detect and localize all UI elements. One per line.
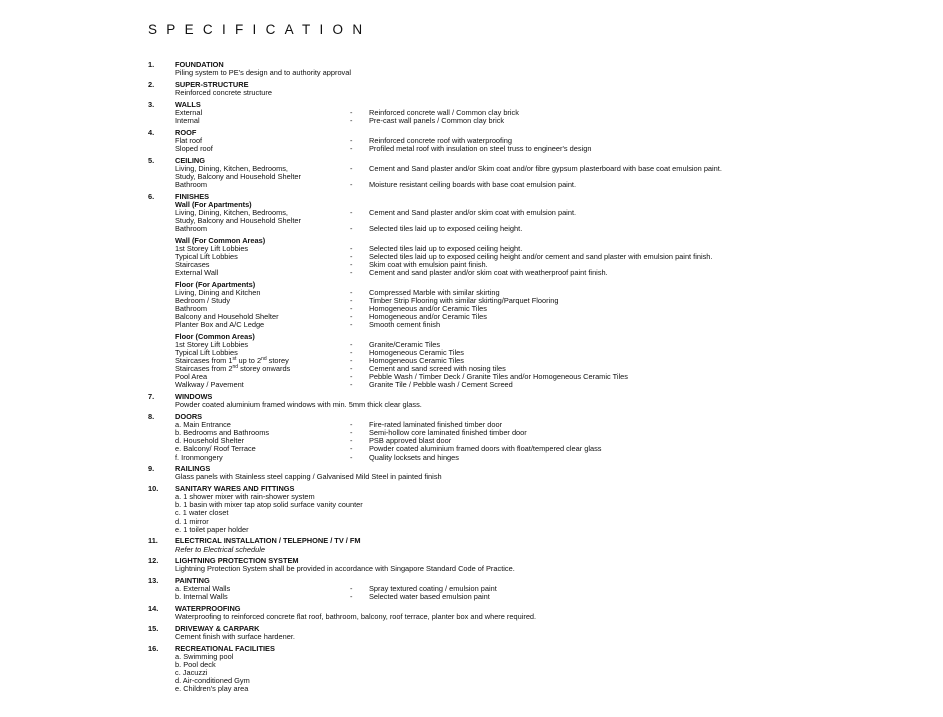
spec-row bbox=[175, 585, 938, 593]
spec-row-value: Smooth cement finish bbox=[369, 320, 441, 330]
spec-row-label: a. Main Entrance bbox=[175, 420, 231, 430]
section-header bbox=[148, 393, 938, 401]
spec-row-label: Balcony and Household Shelter bbox=[175, 312, 279, 322]
section-number: 15. bbox=[148, 624, 159, 634]
spec-row bbox=[175, 321, 938, 329]
section-number: 16. bbox=[148, 644, 159, 654]
spec-section bbox=[148, 605, 938, 621]
spec-section bbox=[148, 577, 938, 601]
section-body bbox=[175, 137, 938, 153]
spec-section bbox=[148, 537, 938, 553]
spec-row bbox=[175, 593, 938, 601]
spec-row-label: Staircases bbox=[175, 260, 210, 270]
section-title: SANITARY WARES AND FITTINGS bbox=[175, 484, 295, 494]
spec-row bbox=[175, 341, 938, 349]
section-body bbox=[175, 89, 938, 97]
section-text-line: e. Children's play area bbox=[175, 684, 249, 694]
spec-row-value: Skim coat with emulsion paint finish. bbox=[369, 260, 488, 270]
spec-row-label: Living, Dining, Kitchen, Bedrooms, Study, Balcony and Household Shelter bbox=[175, 207, 301, 226]
section-body bbox=[175, 165, 938, 189]
spec-row bbox=[175, 349, 938, 357]
section-text-line: d. 1 mirror bbox=[175, 516, 209, 526]
section-text-line: c. Jacuzzi bbox=[175, 668, 208, 678]
section-title: PAINTING bbox=[175, 576, 210, 586]
spec-section bbox=[148, 465, 938, 481]
section-body bbox=[175, 565, 938, 573]
spec-row-label: Flat roof bbox=[175, 135, 203, 145]
spec-row-label: b. Internal Walls bbox=[175, 592, 228, 602]
separator-dash: - bbox=[350, 420, 353, 430]
separator-dash: - bbox=[350, 312, 353, 322]
spec-row bbox=[175, 305, 938, 313]
section-number: 12. bbox=[148, 556, 159, 566]
section-number: 3. bbox=[148, 99, 155, 109]
section-header bbox=[148, 645, 938, 653]
spec-section bbox=[148, 81, 938, 97]
specification-list bbox=[148, 61, 938, 697]
section-header bbox=[148, 413, 938, 421]
section-title: ROOF bbox=[175, 127, 197, 137]
separator-dash: - bbox=[350, 592, 353, 602]
section-header bbox=[148, 61, 938, 69]
spec-section bbox=[148, 557, 938, 573]
separator-dash: - bbox=[350, 372, 353, 382]
spec-row-value: Homogeneous and/or Ceramic Tiles bbox=[369, 304, 487, 314]
spec-row-value: Pebble Wash / Timber Deck / Granite Tiles and/or Homogeneous Ceramic Tiles bbox=[369, 372, 628, 382]
spec-row-value: Reinforced concrete roof with waterproofing bbox=[369, 135, 512, 145]
spec-row bbox=[175, 269, 938, 277]
section-text-line: Refer to Electrical schedule bbox=[175, 544, 265, 554]
section-number: 2. bbox=[148, 79, 155, 89]
finishes-subsection bbox=[175, 237, 938, 277]
spec-row-label: e. Balcony/ Roof Terrace bbox=[175, 444, 256, 454]
spec-row bbox=[175, 381, 938, 389]
section-header bbox=[148, 625, 938, 633]
label-part: storey onwards bbox=[238, 364, 291, 374]
separator-dash: - bbox=[350, 252, 353, 262]
spec-row-label: Pool Area bbox=[175, 372, 208, 382]
spec-row bbox=[175, 313, 938, 321]
finishes-subsection bbox=[175, 281, 938, 329]
section-title: DOORS bbox=[175, 412, 203, 422]
spec-row-value: Cement and sand screed with nosing tiles bbox=[369, 364, 506, 374]
section-title: WINDOWS bbox=[175, 392, 213, 402]
spec-row-label: b. Bedrooms and Bathrooms bbox=[175, 428, 270, 438]
spec-row-value: Semi-hollow core laminated finished timber door bbox=[369, 428, 527, 438]
section-title: FOUNDATION bbox=[175, 60, 224, 69]
separator-dash: - bbox=[350, 380, 353, 390]
section-body bbox=[175, 653, 938, 693]
section-header bbox=[148, 485, 938, 493]
spec-row-label: Bedroom / Study bbox=[175, 296, 231, 306]
spec-row-label: 1st Storey Lift Lobbies bbox=[175, 340, 249, 350]
section-number: 1. bbox=[148, 60, 155, 69]
label-part: storey bbox=[266, 356, 289, 366]
spec-row bbox=[175, 297, 938, 305]
separator-dash: - bbox=[350, 436, 353, 446]
spec-row-label: Internal bbox=[175, 115, 200, 125]
section-title: FINISHES bbox=[175, 191, 210, 201]
spec-row-label: d. Household Shelter bbox=[175, 436, 245, 446]
subsection-heading: Wall (For Common Areas) bbox=[175, 235, 266, 245]
spec-row-label: f. Ironmongery bbox=[175, 452, 223, 462]
label-part: up to 2 bbox=[236, 356, 262, 366]
spec-row-value: Selected water based emulsion paint bbox=[369, 592, 490, 602]
spec-row-value: Selected tiles laid up to exposed ceiling height. bbox=[369, 244, 523, 253]
section-text-line: b. Pool deck bbox=[175, 660, 216, 670]
section-number: 6. bbox=[148, 191, 155, 201]
spec-row-value: Profiled metal roof with insulation on steel truss to engineer's design bbox=[369, 143, 592, 153]
subsection-heading: Wall (For Apartments) bbox=[175, 199, 252, 209]
spec-row-value: Granite/Ceramic Tiles bbox=[369, 340, 441, 350]
spec-row-value: Moisture resistant ceiling boards with base coat emulsion paint. bbox=[369, 179, 577, 189]
section-header bbox=[148, 465, 938, 473]
section-header bbox=[148, 537, 938, 545]
section-body bbox=[175, 546, 938, 554]
section-header bbox=[148, 577, 938, 585]
section-text-line: Lightning Protection System shall be provided in accordance with Singapore Standard Code of Practice. bbox=[175, 564, 515, 574]
spec-section bbox=[148, 625, 938, 641]
spec-row bbox=[175, 165, 938, 181]
section-header bbox=[148, 193, 938, 201]
spec-row-value: Granite Tile / Pebble wash / Cement Screed bbox=[369, 380, 513, 390]
separator-dash: - bbox=[350, 296, 353, 306]
separator-dash: - bbox=[350, 428, 353, 438]
section-title: SUPER-STRUCTURE bbox=[175, 79, 249, 89]
separator-dash: - bbox=[350, 135, 353, 145]
section-number: 14. bbox=[148, 604, 159, 614]
separator-dash: - bbox=[350, 288, 353, 298]
spec-row-value: Homogeneous and/or Ceramic Tiles bbox=[369, 312, 487, 322]
spec-row-value: Spray textured coating / emulsion paint bbox=[369, 584, 497, 594]
section-title: CEILING bbox=[175, 155, 205, 165]
spec-section bbox=[148, 193, 938, 390]
section-text-line: d. Air-conditioned Gym bbox=[175, 676, 250, 686]
separator-dash: - bbox=[350, 268, 353, 278]
spec-row-label: External bbox=[175, 107, 203, 117]
spec-row-value: Selected tiles laid up to exposed ceiling height. bbox=[369, 224, 523, 234]
section-number: 11. bbox=[148, 536, 158, 546]
separator-dash: - bbox=[350, 444, 353, 454]
section-number: 7. bbox=[148, 392, 155, 402]
separator-dash: - bbox=[350, 163, 353, 173]
section-text-line: c. 1 water closet bbox=[175, 508, 229, 518]
finishes-subsection bbox=[175, 201, 938, 233]
section-body bbox=[175, 493, 938, 533]
spec-row-value: Cement and Sand plaster and/or Skim coat and/or fibre gypsum plasterboard with base coat emulsion paint. bbox=[369, 163, 722, 173]
spec-row bbox=[175, 454, 938, 462]
section-header bbox=[148, 101, 938, 109]
page-title: SPECIFICATION bbox=[148, 22, 372, 37]
ordinal-suffix: st bbox=[232, 356, 237, 363]
section-body bbox=[175, 473, 938, 481]
section-text-line: Reinforced concrete structure bbox=[175, 87, 272, 97]
section-body bbox=[175, 421, 938, 461]
section-number: 10. bbox=[148, 484, 159, 494]
section-text-line: Piling system to PE's design and to authority approval bbox=[175, 68, 352, 78]
spec-section bbox=[148, 157, 938, 189]
separator-dash: - bbox=[350, 320, 353, 330]
spec-row-label: Planter Box and A/C Ledge bbox=[175, 320, 265, 330]
spec-row bbox=[175, 225, 938, 233]
section-title: WALLS bbox=[175, 99, 201, 109]
spec-row-label: Typical Lift Lobbies bbox=[175, 252, 238, 262]
spec-row bbox=[175, 429, 938, 437]
section-text-line: Cement finish with surface hardener. bbox=[175, 632, 295, 642]
section-text-line: e. 1 toilet paper holder bbox=[175, 524, 249, 534]
spec-row-label: a. External Walls bbox=[175, 584, 231, 594]
separator-dash: - bbox=[350, 143, 353, 153]
spec-row-value: Cement and Sand plaster and/or skim coat with emulsion paint. bbox=[369, 207, 577, 217]
subsection-heading: Floor (Common Areas) bbox=[175, 332, 255, 342]
spec-row-value: Fire-rated laminated finished timber door bbox=[369, 420, 503, 430]
spec-section bbox=[148, 645, 938, 693]
spec-row-value: Pre-cast wall panels / Common clay brick bbox=[369, 115, 505, 125]
separator-dash: - bbox=[350, 244, 353, 253]
spec-row bbox=[175, 145, 938, 153]
spec-row-value: Quality locksets and hinges bbox=[369, 452, 459, 462]
section-title: LIGHTNING PROTECTION SYSTEM bbox=[175, 556, 299, 566]
section-body bbox=[175, 69, 938, 77]
separator-dash: - bbox=[350, 340, 353, 350]
spec-row-label: Living, Dining, Kitchen, Bedrooms, Study, Balcony and Household Shelter bbox=[175, 163, 301, 181]
section-body bbox=[175, 613, 938, 621]
spec-section bbox=[148, 413, 938, 461]
spec-row bbox=[175, 373, 938, 381]
spec-row-label: External Wall bbox=[175, 268, 219, 278]
spec-row bbox=[175, 117, 938, 125]
section-text-line: Waterproofing to reinforced concrete flat roof, bathroom, balcony, roof terrace, planter box and where required. bbox=[175, 612, 537, 622]
spec-row bbox=[175, 253, 938, 261]
section-title: RAILINGS bbox=[175, 464, 211, 474]
spec-section bbox=[148, 485, 938, 533]
spec-row-value: PSB approved blast door bbox=[369, 436, 452, 446]
spec-row-label: Bathroom bbox=[175, 304, 208, 314]
section-title: DRIVEWAY & CARPARK bbox=[175, 624, 260, 634]
label-part: Staircases from 2 bbox=[175, 364, 233, 374]
section-body bbox=[175, 109, 938, 125]
section-number: 5. bbox=[148, 155, 155, 165]
spec-row-label: Sloped roof bbox=[175, 143, 213, 153]
spec-row-label: Living, Dining and Kitchen bbox=[175, 288, 261, 298]
section-text-line: a. 1 shower mixer with rain-shower system bbox=[175, 492, 315, 502]
section-header bbox=[148, 605, 938, 613]
spec-row-label: Typical Lift Lobbies bbox=[175, 348, 238, 358]
spec-row-label: 1st Storey Lift Lobbies bbox=[175, 244, 249, 253]
section-text-line: Powder coated aluminium framed windows with min. 5mm thick clear glass. bbox=[175, 400, 422, 410]
subsection-heading: Floor (For Apartments) bbox=[175, 280, 256, 290]
separator-dash: - bbox=[350, 224, 353, 234]
spec-section bbox=[148, 129, 938, 153]
section-header bbox=[148, 129, 938, 137]
spec-row-value: Homogeneous Ceramic Tiles bbox=[369, 348, 464, 358]
section-title: RECREATIONAL FACILITIES bbox=[175, 644, 275, 654]
spec-row-value: Selected tiles laid up to exposed ceiling height and/or cement and sand plaster with emulsion paint finish. bbox=[369, 252, 713, 262]
section-body bbox=[175, 201, 938, 390]
separator-dash: - bbox=[350, 304, 353, 314]
section-number: 13. bbox=[148, 576, 159, 586]
section-text-line: b. 1 basin with mixer tap atop solid surface vanity counter bbox=[175, 500, 363, 510]
spec-section bbox=[148, 101, 938, 125]
spec-row bbox=[175, 445, 938, 453]
section-body bbox=[175, 401, 938, 409]
spec-row bbox=[175, 181, 938, 189]
section-title: ELECTRICAL INSTALLATION / TELEPHONE / TV / FM bbox=[175, 536, 361, 546]
section-number: 9. bbox=[148, 464, 155, 474]
section-number: 8. bbox=[148, 412, 155, 422]
ordinal-suffix: nd bbox=[232, 364, 239, 371]
section-header bbox=[148, 81, 938, 89]
separator-dash: - bbox=[350, 452, 353, 462]
separator-dash: - bbox=[350, 348, 353, 358]
separator-dash: - bbox=[350, 107, 353, 117]
separator-dash: - bbox=[350, 584, 353, 594]
section-title: WATERPROOFING bbox=[175, 604, 241, 614]
spec-row-value: Reinforced concrete wall / Common clay brick bbox=[369, 107, 519, 117]
spec-row-label: Bathroom bbox=[175, 179, 208, 189]
separator-dash: - bbox=[350, 207, 353, 217]
finishes-subsection bbox=[175, 333, 938, 389]
spec-row-value: Cement and sand plaster and/or skim coat with weatherproof paint finish. bbox=[369, 268, 608, 278]
section-header bbox=[148, 557, 938, 565]
label-part: Staircases from 1 bbox=[175, 356, 233, 366]
section-body bbox=[175, 585, 938, 601]
section-text-line: a. Swimming pool bbox=[175, 652, 234, 662]
spec-row-label: Walkway / Pavement bbox=[175, 380, 244, 390]
spec-row-value: Compressed Marble with similar skirting bbox=[369, 288, 500, 298]
spec-row-value: Powder coated aluminium framed doors with float/tempered clear glass bbox=[369, 444, 602, 454]
separator-dash: - bbox=[350, 364, 353, 374]
spec-row-label: Bathroom bbox=[175, 224, 208, 234]
spec-section bbox=[148, 393, 938, 409]
spec-row-value: Timber Strip Flooring with similar skirting/Parquet Flooring bbox=[369, 296, 559, 306]
separator-dash: - bbox=[350, 115, 353, 125]
spec-row-value: Homogeneous Ceramic Tiles bbox=[369, 356, 464, 366]
separator-dash: - bbox=[350, 179, 353, 189]
ordinal-suffix: nd bbox=[261, 356, 267, 363]
spec-row bbox=[175, 109, 938, 117]
spec-row bbox=[175, 421, 938, 429]
spec-section bbox=[148, 61, 938, 77]
section-body bbox=[175, 633, 938, 641]
separator-dash: - bbox=[350, 356, 353, 366]
separator-dash: - bbox=[350, 260, 353, 270]
spec-row bbox=[175, 209, 938, 225]
section-text-line: Glass panels with Stainless steel capping / Galvanised Mild Steel in painted finish bbox=[175, 472, 442, 482]
section-number: 4. bbox=[148, 127, 155, 137]
